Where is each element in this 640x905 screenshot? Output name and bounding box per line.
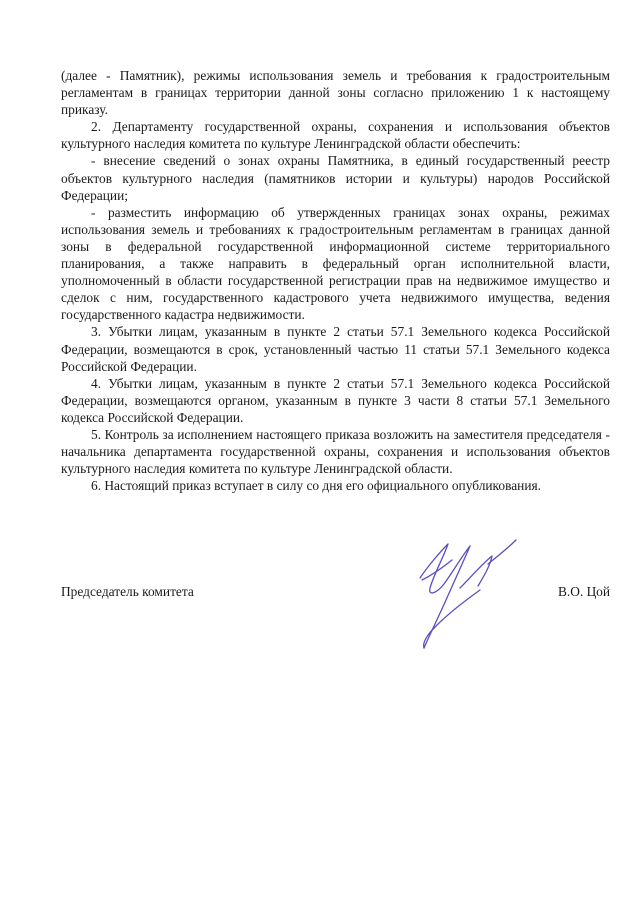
paragraph-item-3: 3. Убытки лицам, указанным в пункте 2 статьи 57.1 Земельного кодекса Российской Федерации, возмещаются в срок, установленный частью 11 статьи 57.1 Земельного кодекса Российской Федерации. (61, 324, 610, 374)
paragraph-item-6: 6. Настоящий приказ вступает в силу со дня его официального опубликования. (91, 478, 541, 494)
handwritten-signature (400, 530, 530, 655)
paragraph-item-5: 5. Контроль за исполнением настоящего приказа возложить на заместителя председателя - начальника департамента государственной охраны, сохранения и использования объектов культурного наследия комитета по культуре Ленинградской области. (61, 426, 610, 477)
paragraph-intro: (далее - Памятник), режимы использования земель и требования к градостроительным регламентам в границах территории данной зоны согласно приложению 1 к настоящему приказу. (61, 68, 610, 118)
signatory-name: В.О. Цой (558, 584, 610, 599)
paragraph-item-2: 2. Департаменту государственной охраны, сохранения и использования объектов культурного наследия комитета по культуре Ленинградской области обеспечить: (61, 119, 610, 152)
paragraph-bullet-information: - разместить информацию об утвержденных границах зонах охраны, режимах использования земель и требованиях к градостроительным регламентам в границах данной зоны в федеральной государственной информационной системе территориального планирования, а также направить в федеральный орган исполнительной власти, уполномоченный в области государственной регистрации прав на недвижимое имущество и сделок с ним, государственного кадастрового учета недвижимого имущества, ведения государственного кадастра недвижимости. (61, 204, 610, 323)
signatory-position: Председатель комитета (61, 584, 194, 599)
document-body (61, 67, 610, 494)
paragraph-item-4: 4. Убытки лицам, указанным в пункте 2 статьи 57.1 Земельного кодекса Российской Федерации, возмещаются органом, указанным в пункте 3 части 8 статьи 57.1 Земельного кодекса Российской Федерации. (61, 375, 610, 425)
paragraph-bullet-registry: - внесение сведений о зонах охраны Памятника, в единый государственный реестр объектов культурного наследия (памятников истории и культуры) народов Российской Федерации; (61, 153, 610, 203)
